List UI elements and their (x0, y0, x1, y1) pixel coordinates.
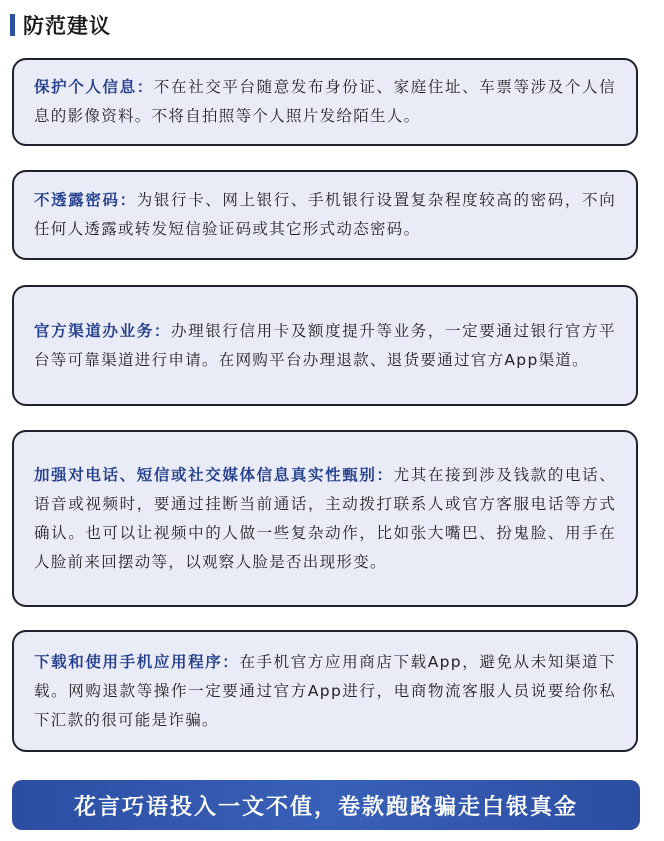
section-title: 防范建议 (23, 14, 111, 38)
advice-lead: 下载和使用手机应用程序： (34, 652, 240, 671)
advice-body: 尤其在接到涉及钱款的电话、语音或视频时，要通过挂断当前通话，主动拨打联系人或官方客服电话等方式确认。也可以让视频中的人做一些复杂动作，比如张大嘴巴、扮鬼脸、用手在人脸前来回摆动等，以观察人脸是否出现形变。 (34, 465, 616, 571)
advice-body: 在手机官方应用商店下载App，避免从未知渠道下载。网购退款等操作一定要通过官方App进行，电商物流客服人员说要给你私下汇款的很可能是诈骗。 (34, 652, 616, 729)
advice-text (34, 461, 616, 577)
advice-card-app-download (12, 630, 638, 752)
advice-lead: 官方渠道办业务： (34, 321, 172, 340)
slogan-text: 花言巧语投入一文不值，卷款跑路骗走白银真金 (73, 794, 578, 820)
advice-text (34, 317, 616, 375)
advice-text (34, 648, 616, 735)
advice-body: 办理银行信用卡及额度提升等业务，一定要通过银行官方平台等可靠渠道进行申请。在网购平台办理退款、退货要通过官方App渠道。 (34, 321, 616, 369)
advice-text (34, 73, 616, 131)
advice-body: 不在社交平台随意发布身份证、家庭住址、车票等涉及个人信息的影像资料。不将自拍照等个人照片发给陌生人。 (34, 78, 616, 125)
slogan-banner (12, 780, 640, 830)
section-header (10, 12, 111, 38)
advice-card-official-channel (12, 285, 638, 406)
advice-lead: 加强对电话、短信或社交媒体信息真实性甄别： (34, 465, 394, 484)
advice-lead: 不透露密码： (34, 191, 137, 209)
advice-card-password (12, 170, 638, 260)
advice-card-verify-authenticity (12, 430, 638, 607)
advice-text (34, 186, 616, 244)
advice-card-protect-info (12, 58, 638, 146)
header-accent-bar (10, 14, 15, 36)
advice-lead: 保护个人信息： (34, 78, 154, 96)
advice-body: 为银行卡、网上银行、手机银行设置复杂程度较高的密码，不向任何人透露或转发短信验证码或其它形式动态密码。 (34, 191, 616, 238)
